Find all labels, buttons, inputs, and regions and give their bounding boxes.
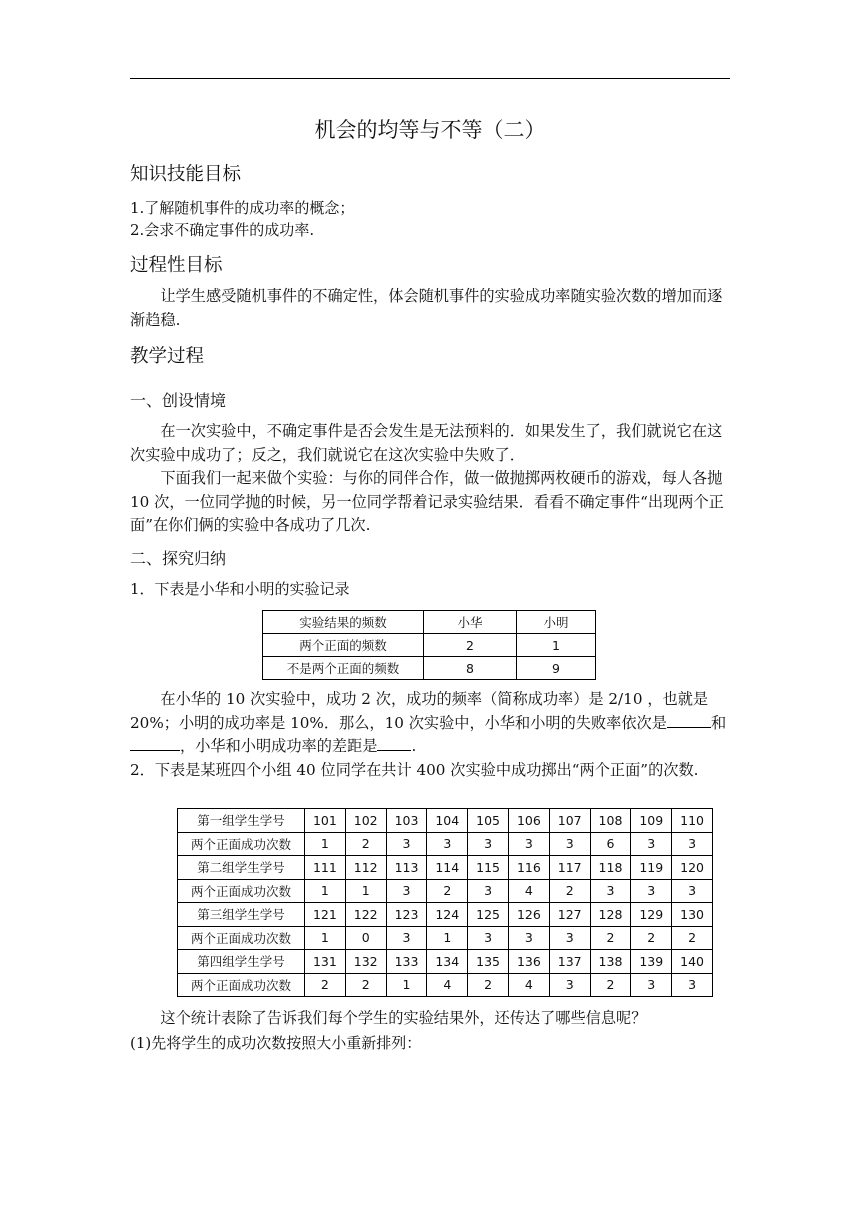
table-cell: 2: [427, 879, 468, 903]
statistics-text: [130, 1007, 730, 1031]
table-cell: 115: [468, 856, 509, 880]
success-rate-text-b: 和: [710, 713, 727, 732]
section-heading-knowledge: 知识技能目标: [130, 164, 242, 185]
table-cell: 114: [427, 856, 468, 880]
header-rule: [130, 78, 730, 79]
statistics-paragraph: 这个统计表除了告诉我们每个学生的实验结果外，还传达了哪些信息呢？: [160, 1009, 647, 1027]
table-cell: 113: [386, 856, 427, 880]
table-cell: 3: [672, 879, 713, 903]
table-cell: 3: [549, 973, 590, 997]
success-rate-text-a: 在小华的 10 次实验中，成功 2 次，成功的频率（简称成功率）是 2/10 ，也就是 20%；小明的成功率是 10%．那么，10 次实验中，小华和小明的失败率依次是: [130, 690, 709, 732]
table-cell: 104: [427, 809, 468, 833]
table-cell: 133: [386, 950, 427, 974]
answer-blank-3[interactable]: [377, 749, 411, 751]
table-cell: 3: [631, 973, 672, 997]
part1-heading: 一、创设情境: [130, 391, 227, 410]
objective-item-2: 2.会求不确定事件的成功率.: [130, 221, 315, 239]
answer-blank-1[interactable]: [667, 726, 711, 728]
table-cell: 110: [672, 809, 713, 833]
table-header-cell: 小华: [424, 611, 517, 634]
table-cell: 131: [305, 950, 346, 974]
answer-blank-2[interactable]: [130, 749, 180, 751]
table-cell: 3: [549, 926, 590, 950]
table-cell: 138: [590, 950, 631, 974]
table-cell: 134: [427, 950, 468, 974]
experiment-record-table: [262, 610, 596, 680]
table-row: [263, 657, 596, 680]
table-row: [178, 903, 713, 927]
table-row: [178, 809, 713, 833]
table-cell: 105: [468, 809, 509, 833]
table-cell: 2: [631, 926, 672, 950]
table-cell: 3: [468, 832, 509, 856]
table-cell: 2: [305, 973, 346, 997]
table-cell: 1: [305, 879, 346, 903]
table-cell: 124: [427, 903, 468, 927]
table-cell: 1: [386, 973, 427, 997]
table-cell: 不是两个正面的频数: [263, 657, 424, 680]
step-1-text: (1)先将学生的成功次数按照大小重新排列：: [130, 1034, 422, 1052]
section-heading-teaching: 教学过程: [130, 346, 205, 367]
table-cell: 3: [631, 879, 672, 903]
table-row: [178, 856, 713, 880]
table-row: [263, 634, 596, 657]
process-objective-paragraph: 让学生感受随机事件的不确定性，体会随机事件的实验成功率随实验次数的增加而逐渐趋稳.: [130, 287, 723, 329]
success-rate-text-d: .: [411, 737, 417, 755]
table-row-header-cell: 第二组学生学号: [178, 856, 305, 880]
table-cell: 136: [508, 950, 549, 974]
part1-paragraph-2: 下面我们一起来做个实验：与你的同伴合作，做一做抛掷两枚硬币的游戏，每人各抛 10 次，一位同学抛的时候，另一位同学帮着记录实验结果．看看不确定事件“出现两个正面”在你们俩的实验中各成功了几次.: [130, 469, 724, 534]
table-cell: 3: [508, 832, 549, 856]
table-cell: 132: [345, 950, 386, 974]
table-cell: 2: [345, 832, 386, 856]
table-cell: 2: [345, 973, 386, 997]
table-cell: 112: [345, 856, 386, 880]
table-cell: 3: [427, 832, 468, 856]
process-objective-text: [130, 285, 730, 332]
table-row: [263, 611, 596, 634]
table-cell: 3: [590, 879, 631, 903]
table-cell: 两个正面的频数: [263, 634, 424, 657]
table-row: [178, 832, 713, 856]
table-cell: 3: [631, 832, 672, 856]
table-cell: 3: [508, 926, 549, 950]
table-cell: 126: [508, 903, 549, 927]
question-2-text: [130, 759, 730, 783]
table-row: [178, 950, 713, 974]
table-row-header-cell: 第四组学生学号: [178, 950, 305, 974]
table-cell: 2: [672, 926, 713, 950]
table-cell: 3: [468, 879, 509, 903]
table-cell: 107: [549, 809, 590, 833]
table-cell: 3: [672, 973, 713, 997]
section-heading-process: 过程性目标: [130, 255, 223, 276]
table-cell: 3: [386, 832, 427, 856]
table-cell: 117: [549, 856, 590, 880]
table-cell: 1: [305, 926, 346, 950]
table-cell: 116: [508, 856, 549, 880]
table-cell: 121: [305, 903, 346, 927]
part1-paragraph-1: 在一次实验中，不确定事件是否会发生是无法预料的．如果发生了，我们就说它在这次实验中成功了；反之，我们就说它在这次实验中失败了．: [130, 422, 723, 464]
table-cell: 4: [508, 973, 549, 997]
table-cell: 130: [672, 903, 713, 927]
table-cell: 140: [672, 950, 713, 974]
table-cell: 1: [345, 879, 386, 903]
table-header-cell: 小明: [517, 611, 596, 634]
table-cell: 139: [631, 950, 672, 974]
table-cell: 1: [427, 926, 468, 950]
table-row-header-cell: 两个正面成功次数: [178, 879, 305, 903]
table-cell: 2: [549, 879, 590, 903]
success-rate-paragraph: [130, 688, 730, 759]
table-cell: 2: [468, 973, 509, 997]
group-results-table: [177, 808, 713, 997]
table-cell: 8: [424, 657, 517, 680]
table-cell: 0: [345, 926, 386, 950]
table-row: [178, 926, 713, 950]
table-cell: 3: [549, 832, 590, 856]
table-cell: 1: [305, 832, 346, 856]
table-cell: 127: [549, 903, 590, 927]
table-cell: 2: [590, 926, 631, 950]
objective-item-1: 1.了解随机事件的成功率的概念；: [130, 199, 355, 217]
table-cell: 106: [508, 809, 549, 833]
table-row-header-cell: 两个正面成功次数: [178, 926, 305, 950]
table-row-header-cell: 第一组学生学号: [178, 809, 305, 833]
table-cell: 4: [508, 879, 549, 903]
table-cell: 102: [345, 809, 386, 833]
table-cell: 3: [672, 832, 713, 856]
table-row: [178, 973, 713, 997]
table-cell: 137: [549, 950, 590, 974]
table-row: [178, 879, 713, 903]
table-cell: 122: [345, 903, 386, 927]
table-cell: 135: [468, 950, 509, 974]
table-cell: 129: [631, 903, 672, 927]
table-cell: 123: [386, 903, 427, 927]
table-cell: 118: [590, 856, 631, 880]
success-rate-text: [130, 688, 730, 759]
table-cell: 3: [386, 879, 427, 903]
table-row-header-cell: 两个正面成功次数: [178, 973, 305, 997]
table-row-header-cell: 第三组学生学号: [178, 903, 305, 927]
table-header-cell: 实验结果的频数: [263, 611, 424, 634]
table-cell: 2: [424, 634, 517, 657]
table-cell: 125: [468, 903, 509, 927]
table-cell: 111: [305, 856, 346, 880]
table-cell: 101: [305, 809, 346, 833]
table-cell: 9: [517, 657, 596, 680]
question-1: 1．下表是小华和小明的实验记录: [130, 580, 350, 598]
table-cell: 108: [590, 809, 631, 833]
success-rate-text-c: ，小华和小明成功率的差距是: [180, 737, 378, 755]
table-cell: 128: [590, 903, 631, 927]
table-cell: 4: [427, 973, 468, 997]
table-cell: 103: [386, 809, 427, 833]
table-cell: 109: [631, 809, 672, 833]
page-title: 机会的均等与不等（二）: [314, 118, 546, 142]
table-cell: 120: [672, 856, 713, 880]
table-row-header-cell: 两个正面成功次数: [178, 832, 305, 856]
part1-body: [130, 420, 730, 538]
table-cell: 3: [468, 926, 509, 950]
table-cell: 2: [590, 973, 631, 997]
question-2: 2．下表是某班四个小组 40 位同学在共计 400 次实验中成功掷出“两个正面”的次数.: [130, 761, 699, 779]
part2-heading: 二、探究归纳: [130, 549, 227, 568]
table-cell: 119: [631, 856, 672, 880]
table-cell: 3: [386, 926, 427, 950]
table-cell: 1: [517, 634, 596, 657]
table-cell: 6: [590, 832, 631, 856]
